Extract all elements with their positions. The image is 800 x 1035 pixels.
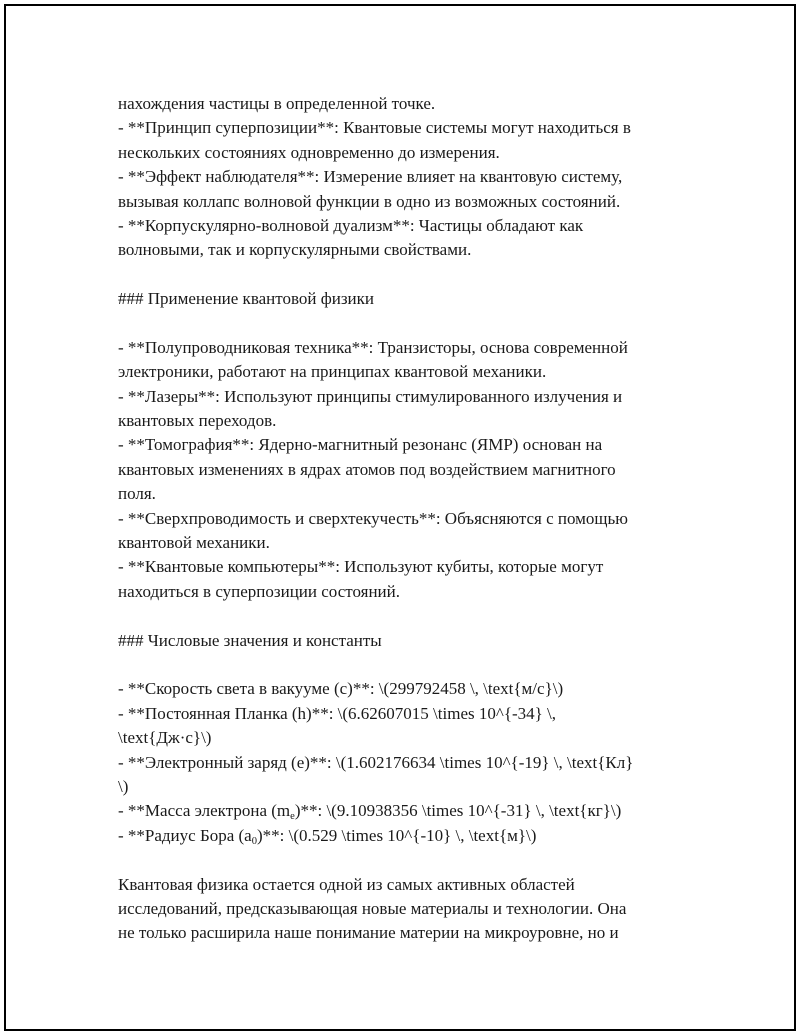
section-heading-applications: ### Применение квантовой физики [118, 289, 375, 309]
text-line: квантовых изменениях в ядрах атомов под воздействием магнитного [118, 459, 616, 479]
list-item-semiconductors: - **Полупроводниковая техника**: Транзисторы, основа современной [118, 337, 628, 357]
text-line: волновыми, так и корпускулярными свойствами. [118, 240, 472, 260]
blank-line [118, 848, 678, 872]
list-item-electron-mass [118, 799, 678, 823]
mass-value: )**: \(9.10938356 \times 10^{-31} \, \text{кг}\) [294, 801, 622, 821]
text-line: не только расширила наше понимание материи на микроуровне, но и [118, 923, 619, 943]
blank-line [118, 312, 678, 336]
text-line: поля. [118, 484, 156, 504]
text-line: \) [118, 776, 129, 796]
list-item-superconductivity: - **Сверхпроводимость и сверхтекучесть**: Объясняются с помощью [118, 508, 628, 528]
blank-line [118, 653, 678, 677]
text-line: \text{Дж·с}\) [118, 728, 212, 748]
text-line: исследований, предсказывающая новые материалы и технологии. Она [118, 898, 627, 918]
mass-label: - **Масса электрона (m [118, 801, 291, 821]
text-line: электроники, работают на принципах квантовой механики. [118, 362, 547, 382]
text-line: квантовой механики. [118, 533, 270, 553]
list-item-lasers: - **Лазеры**: Используют принципы стимулированного излучения и [118, 386, 623, 406]
bohr-subscript: 0 [251, 835, 257, 847]
list-item-quantum-computers: - **Квантовые компьютеры**: Используют кубиты, которые могут [118, 557, 604, 577]
section-heading-constants: ### Числовые значения и константы [118, 630, 382, 650]
text-line: находиться в суперпозиции состояний. [118, 581, 401, 601]
text-line: квантовых переходов. [118, 411, 277, 431]
list-item-bohr-radius [118, 824, 678, 848]
list-item-speed-of-light: - **Скорость света в вакууме (c)**: \(299792458 \, \text{м/с}\) [118, 679, 564, 699]
text-line: нескольких состояниях одновременно до измерения. [118, 142, 500, 162]
list-item-electron-charge: - **Электронный заряд (e)**: \(1.602176634 \times 10^{-19} \, \text{Кл} [118, 752, 634, 772]
list-item-superposition: - **Принцип суперпозиции**: Квантовые системы могут находиться в [118, 118, 631, 138]
bohr-value: )**: \(0.529 \times 10^{-10} \, \text{м}\) [256, 825, 537, 845]
blank-line [118, 263, 678, 287]
bohr-label: - **Радиус Бора (a [118, 825, 252, 845]
document-body [118, 92, 678, 946]
list-item-observer-effect: - **Эффект наблюдателя**: Измерение влияет на квантовую систему, [118, 167, 623, 187]
list-item-planck-constant: - **Постоянная Планка (h)**: \(6.62607015 \times 10^{-34} \, [118, 703, 557, 723]
list-item-tomography: - **Томография**: Ядерно-магнитный резонанс (ЯМР) основан на [118, 435, 603, 455]
list-item-wave-particle-duality: - **Корпускулярно-волновой дуализм**: Частицы обладают как [118, 215, 584, 235]
text-line: вызывая коллапс волновой функции в одно из возможных состояний. [118, 191, 621, 211]
conclusion-paragraph: Квантовая физика остается одной из самых активных областей [118, 874, 575, 894]
mass-subscript: e [290, 811, 295, 823]
blank-line [118, 604, 678, 628]
text-line: нахождения частицы в определенной точке. [118, 94, 436, 113]
